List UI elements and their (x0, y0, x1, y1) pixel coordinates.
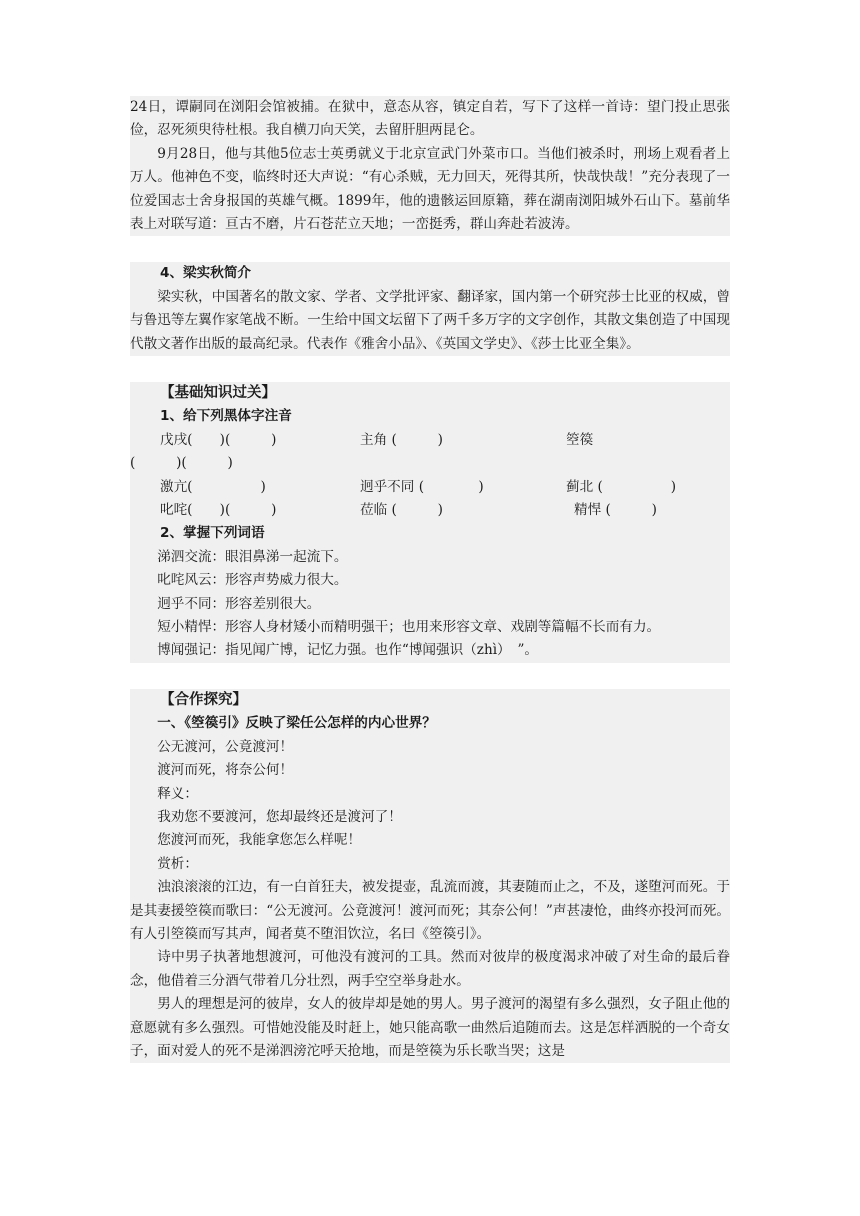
question-vocabulary: 2、掌握下列词语 (160, 525, 265, 542)
paragraph-arrest: 24日，谭嗣同在浏阳会馆被捕。在狱中，意态从容，镇定自若，写下了这样一首诗：望门投止思张俭，忍死须臾待杜根。我自横刀向天笑，去留肝胆两昆仑。 (130, 99, 730, 139)
vocab-item: 迥乎不同：形容差别很大。 (157, 595, 321, 612)
inquiry-question: 一、《箜篌引》反映了梁任公怎样的内心世界？ (157, 715, 436, 732)
pinyin-item-jibei: 蓟北 ( ) (566, 478, 677, 495)
poem-line: 您渡河而死，我能拿您怎么样呢！ (157, 832, 362, 849)
section-heading-inquiry: 【合作探究】 (160, 691, 247, 708)
paragraph-analysis-2: 男人的理想是河的彼岸，女人的彼岸却是她的男人。男子渡河的渴望有多么强烈，女子阻止他的意愿就有多么强烈。可惜她没能及时赶上，她只能高歌一曲然后追随而去。这是怎样洒脱的一个奇女子，面对爱人的死不是涕泗滂沱呼天抢地，而是箜篌为乐长歌当哭；这是 (130, 996, 730, 1059)
pinyin-item-zhujue: 主角 ( ) (360, 431, 443, 448)
pinyin-item-lilin: 莅临 ( ) (360, 502, 443, 519)
pinyin-item-jikang: 激亢( ) (160, 478, 266, 495)
paragraph-story: 浊浪滚滚的江边，有一白首狂夫，被发提壶，乱流而渡，其妻随而止之，不及，遂堕河而死。于是其妻援箜篌而歌曰：“公无渡河。公竟渡河！渡河而死；其奈公何！”声甚凄怆，曲终亦投河而死。有人引箜篌而写其声，闻者莫不堕泪饮泣，名曰《箜篌引》。 (130, 879, 730, 942)
section-heading-basic: 【基础知识过关】 (160, 385, 276, 402)
paragraph-liang-shiqiu: 梁实秋，中国著名的散文家、学者、文学批评家、翻译家，国内第一个研究莎士比亚的权威，曾与鲁迅等左翼作家笔战不断。一生给中国文坛留下了两千多万字的文字创作，其散文集创造了中国现代散文著作出版的最高纪录。代表作《雅舍小品》、《英国文学史》、《莎士比亚全集》。 (130, 288, 730, 352)
vocab-item: 博闻强记：指见闻广博，记忆力强。也作“博闻强识（zhì） ”。 (157, 642, 538, 659)
paragraph-analysis-1: 诗中男子执著地想渡河，可他没有渡河的工具。然而对彼岸的极度渴求冲破了对生命的最后眷念，他借着三分酒气带着几分壮烈，两手空空举身赴水。 (130, 949, 730, 989)
poem-line: 我劝您不要渡河，您却最终还是渡河了！ (157, 808, 402, 825)
paragraph-execution: 9月28日，他与其他5位志士英勇就义于北京宣武门外菜市口。当他们被杀时，刑场上观看者上万人。他神色不变，临终时还大声说：“有心杀贼，无力回天，死得其所，快哉快哉！”充分表现了一位爱国志士舍身报国的英雄气概。1899年，他的遗骸运回原籍，葬在湖南浏阳城外石山下。墓前华表上对联写道：亘古不磨，片石苍茫立天地；一峦挺秀，群山奔赴若波涛。 (130, 145, 730, 233)
vocab-item: 叱咤风云：形容声势威力很大。 (157, 572, 348, 589)
pinyin-item-jinghan: 精悍 ( ) (574, 502, 657, 519)
shaded-block-tan-sitong (130, 96, 730, 236)
question-pinyin: 1、给下列黑体字注音 (160, 408, 292, 425)
pinyin-row-3 (130, 499, 730, 522)
poem-line: 公无渡河，公竟渡河！ (157, 738, 294, 755)
heading-liang-shiqiu: 4、梁实秋简介 (160, 265, 252, 282)
poem-line: 渡河而死，将奈公何！ (157, 762, 294, 779)
pinyin-item-konghou: 箜篌 (566, 431, 594, 448)
poem-line: 释义： (157, 785, 198, 802)
shaded-block-basic-knowledge (130, 382, 730, 663)
shaded-block-liang-shiqiu (130, 262, 730, 356)
pinyin-item-chizha: 叱咤( )( ) (160, 502, 277, 519)
vocab-item: 短小精悍：形容人身材矮小而精明强干；也用来形容文章、戏剧等篇幅不长而有力。 (157, 619, 661, 636)
poem-line: 赏析： (157, 855, 198, 872)
shaded-block-cooperative-inquiry (130, 689, 730, 1064)
vocab-item: 涕泗交流：眼泪鼻涕一起流下。 (157, 548, 348, 565)
pinyin-item-konghou-blanks: ( )( ) (130, 455, 233, 472)
pinyin-row-2 (130, 476, 730, 499)
pinyin-row-1 (130, 429, 730, 452)
pinyin-item-wuxu: 戊戌( )( ) (160, 431, 277, 448)
pinyin-item-jionghu: 迥乎不同 ( ) (360, 478, 484, 495)
document-body (130, 96, 730, 1063)
pinyin-row-1-wrap (130, 452, 730, 475)
